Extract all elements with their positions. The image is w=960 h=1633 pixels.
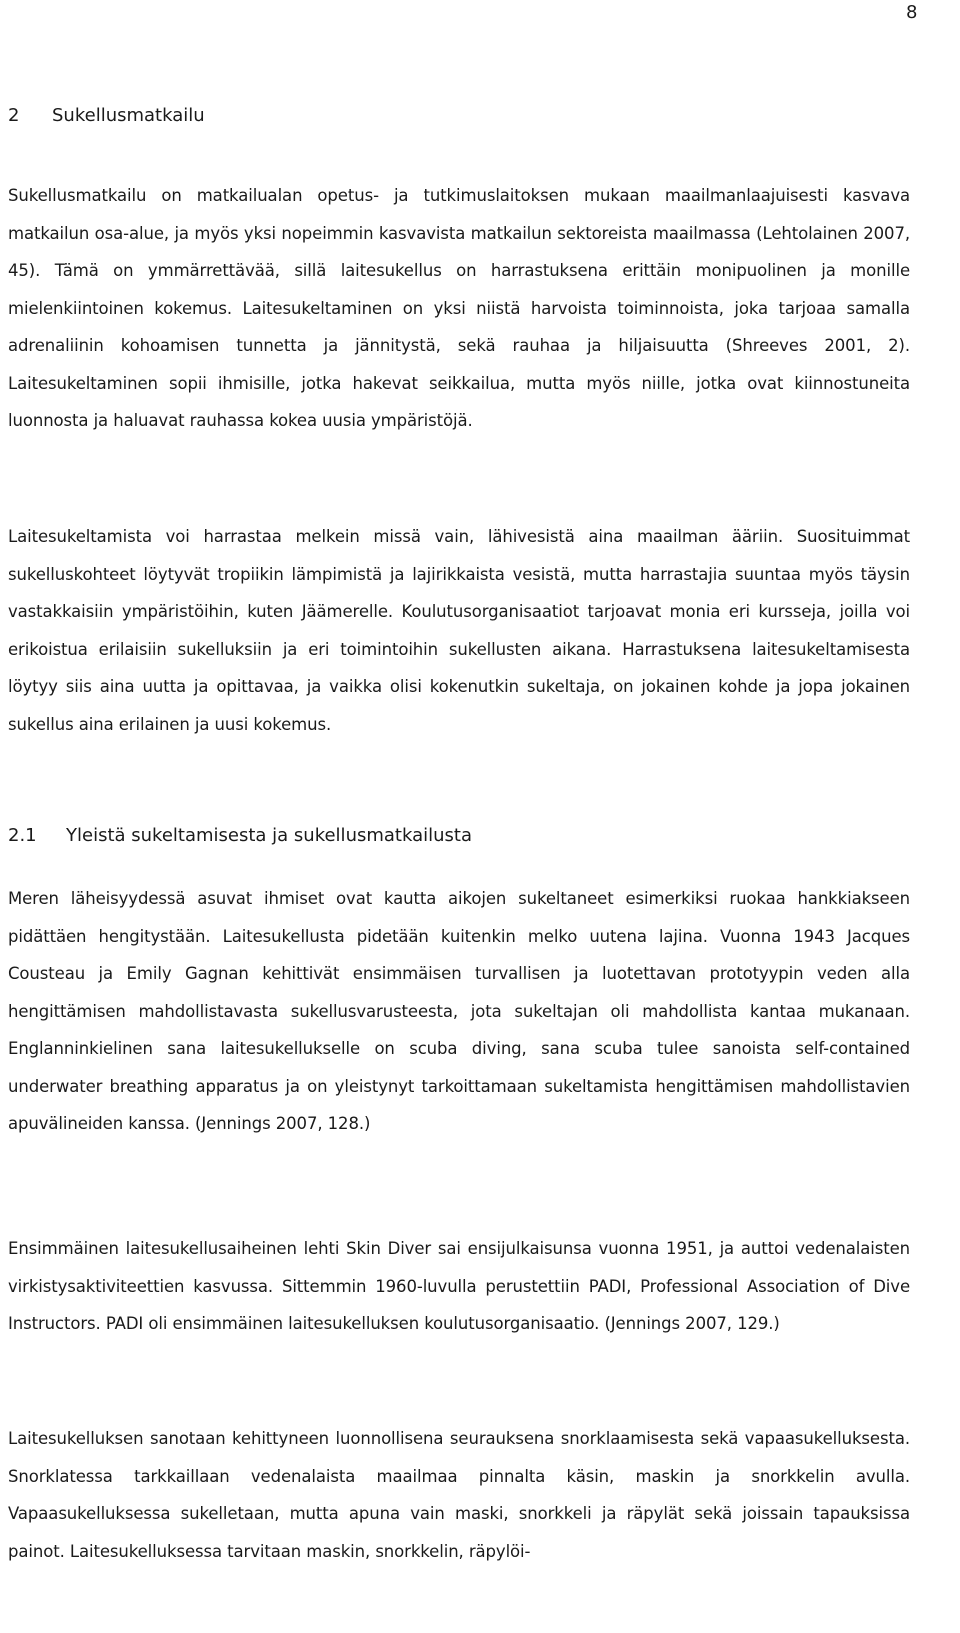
paragraph: Laitesukeltamista voi harrastaa melkein missä vain, lähivesistä aina maailman ääriin. Suosituimmat sukelluskohteet löytyvät tropiikin lämpimistä ja lajirikkaista vesistä, mutta harrastajia suuntaa myös täysin vastakkaisiin ympäristöihin, kuten Jäämerelle. Koulutusorganisaatiot tarjoavat monia eri kursseja, joilla voi erikoistua erilaisiin sukelluksiin ja eri toimintoihin sukellusten aikana. Harrastuksena laitesukeltamisesta löytyy siis aina uutta ja opittavaa, ja vaikka olisi kokenutkin sukeltaja, on jokainen kohde ja jopa jokainen sukellus aina erilainen ja uusi kokemus. [8, 527, 910, 734]
section-number: 2 [8, 105, 20, 126]
page-number: 8 [906, 2, 918, 23]
paragraph: Sukellusmatkailu on matkailualan opetus- ja tutkimuslaitoksen mukaan maailmanlaajuisesti kasvava matkailun osa-alue, ja myös yksi nopeimmin kasvavista matkailun sektoreista maailmassa (Lehtolainen 2007, 45). Tämä on ymmärrettävää, sillä laitesukellus on harrastuksena erittäin monipuolinen ja monille mielenkiintoinen kokemus. Laitesukeltaminen on yksi niistä harvoista toiminnoista, joka tarjoaa samalla adrenaliinin kohoamisen tunnetta ja jännitystä, sekä rauhaa ja hiljaisuutta (Shreeves 2001, 2). Laitesukeltaminen sopii ihmisille, jotka hakevat seikkailua, mutta myös niille, jotka ovat kiinnostuneita luonnosta ja haluavat rauhassa kokea uusia ympäristöjä. [8, 186, 910, 430]
paragraph: Laitesukelluksen sanotaan kehittyneen luonnollisena seurauksena snorklaamisesta sekä vapaasukelluksesta. Snorklatessa tarkkaillaan vedenalaista maailmaa pinnalta käsin, maskin ja snorkkelin avulla. Vapaasukelluksessa sukelletaan, mutta apuna vain maski, snorkkeli ja räpylät sekä joissain tapauksissa painot. Laitesukelluksessa tarvitaan maskin, snorkkelin, räpylöi- [8, 1429, 910, 1561]
subsection-number: 2.1 [8, 825, 37, 846]
paragraph: Ensimmäinen laitesukellusaiheinen lehti Skin Diver sai ensijulkaisunsa vuonna 1951, ja auttoi vedenalaisten virkistysaktiviteettien kasvussa. Sittemmin 1960-luvulla perustettiin PADI, Professional Association of Dive Instructors. PADI oli ensimmäinen laitesukelluksen koulutusorganisaatio. (Jennings 2007, 129.) [8, 1239, 910, 1333]
subsection-title: Yleistä sukeltamisesta ja sukellusmatkailusta [66, 825, 472, 846]
section-heading [8, 105, 205, 127]
section-title: Sukellusmatkailu [52, 105, 205, 126]
paragraph: Meren läheisyydessä asuvat ihmiset ovat kautta aikojen sukeltaneet esimerkiksi ruokaa hankkiakseen pidättäen hengitystään. Laitesukellusta pidetään kuitenkin melko uutena lajina. Vuonna 1943 Jacques Cousteau ja Emily Gagnan kehittivät ensimmäisen turvallisen ja luotettavan prototyypin veden alla hengittämisen mahdollistavasta sukellusvarusteesta, jota sukeltajan oli mahdollista kantaa mukanaan. Englanninkielinen sana laitesukellukselle on scuba diving, sana scuba tulee sanoista self-contained underwater breathing apparatus ja on yleistynyt tarkoittamaan sukeltamista hengittämisen mahdollistavien apuvälineiden kanssa. (Jennings 2007, 128.) [8, 889, 910, 1133]
subsection-heading [8, 825, 472, 847]
